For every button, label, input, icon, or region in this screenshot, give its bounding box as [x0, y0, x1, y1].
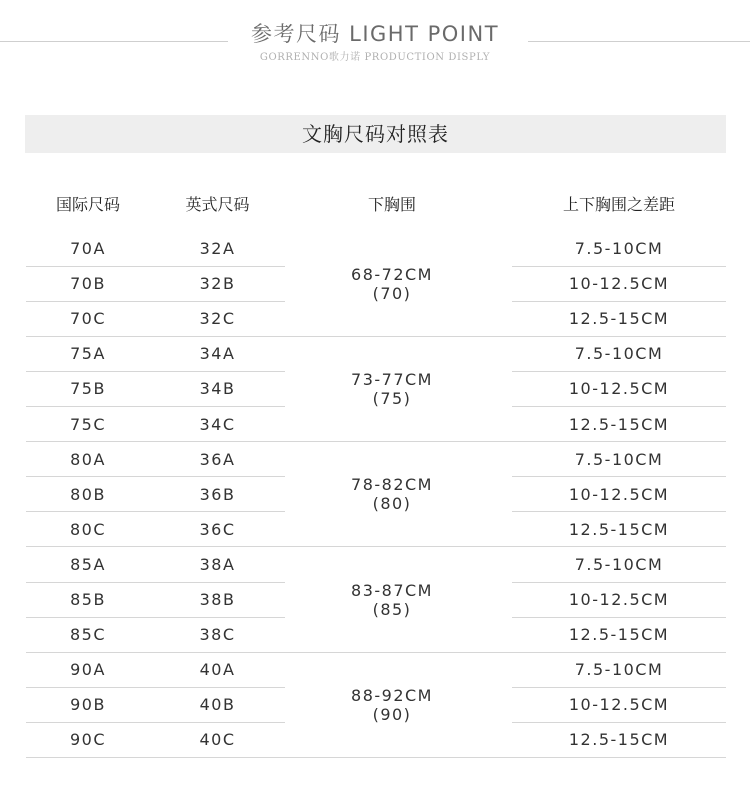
cell-bust-difference: 12.5-15CM — [568, 625, 670, 645]
cell-bust-difference: 10-12.5CM — [568, 590, 670, 609]
cell-international-size: 70B — [70, 274, 106, 294]
cell-bust-difference: 10-12.5CM — [568, 274, 670, 294]
cell-bust-difference: 7.5-10CM — [574, 660, 664, 680]
cell-international-size: 80B — [70, 484, 106, 504]
underbust-code: (90) — [372, 704, 412, 724]
cell-uk-size: 32A — [199, 239, 236, 258]
underbust-range: 83-87CM — [351, 580, 433, 600]
underbust-code: (80) — [372, 494, 412, 514]
table-title-bar — [25, 115, 726, 153]
cell-uk-size: 36B — [199, 484, 236, 504]
cell-international-size: 80C — [69, 519, 107, 539]
cell-bust-difference: 12.5-15CM — [568, 309, 670, 329]
cell-uk-size: 40B — [199, 695, 236, 715]
cell-international-size: 85C — [69, 625, 107, 645]
header-subtitle: GORRENNO歌力诺 PRODUCTION DISPLY — [259, 52, 491, 63]
cell-bust-difference: 10-12.5CM — [568, 379, 670, 399]
cell-uk-size: 38B — [199, 590, 236, 609]
cell-underbust — [292, 581, 492, 619]
cell-uk-size: 36A — [199, 449, 236, 469]
page-header — [0, 14, 750, 64]
cell-bust-difference: 7.5-10CM — [574, 554, 664, 574]
cell-international-size: 80A — [70, 449, 106, 469]
column-header-bust-difference: 上下胸围之差距 — [562, 195, 675, 214]
cell-uk-size: 34C — [199, 414, 236, 434]
cell-international-size: 70C — [69, 309, 107, 329]
cell-bust-difference: 12.5-15CM — [568, 414, 670, 434]
cell-underbust — [292, 475, 492, 513]
cell-uk-size: 40A — [199, 660, 236, 680]
cell-underbust — [292, 265, 492, 303]
cell-uk-size: 32C — [199, 309, 236, 329]
cell-bust-difference: 7.5-10CM — [574, 344, 664, 364]
underbust-range: 78-82CM — [351, 475, 433, 495]
underbust-code: (85) — [372, 599, 412, 619]
cell-international-size: 90B — [70, 695, 106, 715]
cell-underbust — [292, 686, 492, 724]
cell-international-size: 70A — [70, 239, 106, 258]
header-title: 参考尺码 LIGHT POINT — [250, 22, 500, 46]
underbust-range: 73-77CM — [351, 370, 433, 389]
cell-bust-difference: 12.5-15CM — [568, 730, 670, 750]
group-divider — [26, 757, 726, 758]
cell-international-size: 75C — [69, 414, 107, 434]
cell-bust-difference: 10-12.5CM — [568, 695, 670, 715]
cell-bust-difference: 10-12.5CM — [568, 484, 670, 504]
cell-international-size: 75B — [70, 379, 106, 399]
cell-bust-difference: 7.5-10CM — [574, 449, 664, 469]
underbust-code: (75) — [372, 389, 412, 408]
underbust-range: 68-72CM — [351, 264, 433, 284]
cell-international-size: 85A — [70, 554, 106, 574]
cell-international-size: 75A — [70, 344, 106, 364]
cell-international-size: 90A — [70, 660, 106, 680]
cell-uk-size: 36C — [199, 519, 236, 539]
column-header-underbust: 下胸围 — [367, 195, 416, 214]
table-title: 文胸尺码对照表 — [302, 122, 449, 146]
underbust-code: (70) — [372, 283, 412, 303]
cell-bust-difference: 7.5-10CM — [574, 239, 664, 258]
cell-uk-size: 34A — [199, 344, 236, 364]
cell-underbust — [292, 370, 492, 408]
column-header-uk-size: 英式尺码 — [185, 195, 250, 214]
column-header-international-size: 国际尺码 — [55, 195, 120, 214]
underbust-range: 88-92CM — [351, 685, 433, 705]
cell-bust-difference: 12.5-15CM — [568, 519, 670, 539]
cell-uk-size: 40C — [199, 730, 236, 750]
cell-uk-size: 38A — [199, 554, 236, 574]
cell-international-size: 85B — [70, 590, 106, 609]
cell-uk-size: 34B — [199, 379, 236, 399]
cell-uk-size: 32B — [199, 274, 236, 294]
cell-uk-size: 38C — [199, 625, 236, 645]
cell-international-size: 90C — [69, 730, 107, 750]
